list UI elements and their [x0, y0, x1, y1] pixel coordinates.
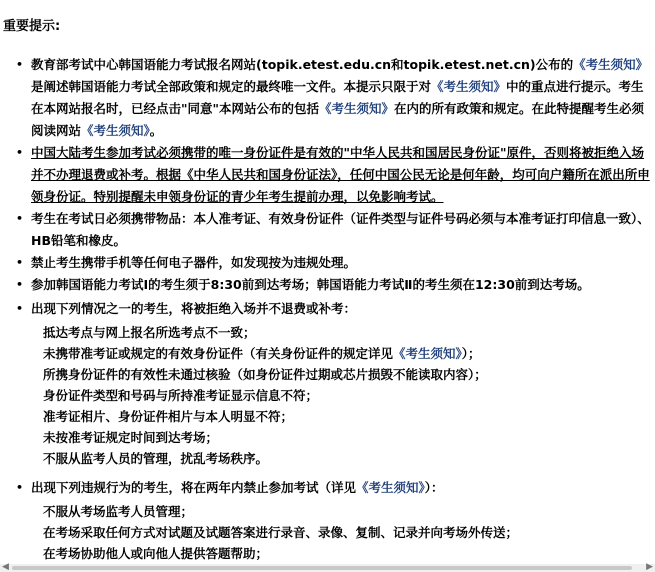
exam-notice-link: 《考生须知》 — [393, 346, 462, 361]
list-item: 准考证相片、身份证件相片与本人明显不符； — [43, 409, 294, 424]
list-item: 不服从监考人员的管理，扰乱考场秩序。 — [43, 451, 269, 466]
scrollbar-thumb[interactable] — [12, 566, 632, 570]
exam-notice-link: 《考生须知》 — [81, 123, 150, 138]
notice-item-1: • 教育部考试中心韩国语能力考试报名网站(topik.etest.edu.cn和topik.etest.net.cn)公布的《考生须知》是阐述韩国语能力考试全部政策和规定的最终唯一文件。本提示只限于对《考生须知》中的重点进行提示。考生在本网站报名时，已经点击"同意"本网站公布的包括《考生须知》在内的所有政策和规定。在此特提醒考生必须阅读网站《考生须知》。 — [14, 54, 651, 142]
page-heading: 重要提示: — [3, 19, 61, 34]
ban-intro: 出现下列违规行为的考生，将在两年内禁止参加考试（详见《考生须知》）： — [31, 480, 444, 495]
refused-entry-intro: 出现下列情况之一的考生，将被拒绝入场并不退费或补考： — [31, 301, 357, 316]
exam-notice-link: 《考生须知》 — [319, 101, 395, 116]
notice-list — [14, 54, 651, 564]
scroll-left-icon[interactable]: ◀ — [2, 562, 9, 572]
notice-item-id-card: • 中国大陆考生参加考试必须携带的唯一身份证件是有效的"中华人民共和国居民身份证"原件，否则将被拒绝入场并不办理退费或补考。根据《中华人民共和国身份证法》，任何中国公民无论是何年龄，均可向户籍所在派出所申领身份证。特别提醒未申领身份证的青少年考生提前办理，以免影响考试。 — [14, 142, 651, 208]
horizontal-scrollbar[interactable] — [0, 564, 655, 572]
notice-item-arrival-time: • 参加韩国语能力考试Ⅰ的考生须于8:30前到达考场；韩国语能力考试Ⅱ的考生须在12:30前到达考场。 — [14, 274, 651, 296]
exam-notice-link: 《考生须知》 — [573, 57, 649, 72]
refused-entry-list — [31, 320, 651, 469]
notice-item-no-electronics: • 禁止考生携带手机等任何电子器件，如发现按为违规处理。 — [14, 252, 651, 274]
notice-item-ban — [14, 477, 651, 564]
list-item: 在考场协助他人或向他人提供答题帮助； — [43, 546, 269, 561]
list-item: 未按准考证规定时间到达考场； — [43, 430, 219, 445]
list-item: 抵达考点与网上报名所选考点不一致； — [43, 325, 256, 340]
list-item: 未携带准考证或规定的有效身份证件（有关身份证件的规定详见《考生须知》）； — [43, 346, 481, 361]
list-item: 在考场采取任何方式对试题及试题答案进行录音、录像、复制、记录并向考场外传送； — [43, 525, 519, 540]
ban-list — [31, 499, 651, 564]
notice-item-refused-entry — [14, 298, 651, 469]
notice-item-required-items: • 考生在考试日必须携带物品：本人准考证、有效身份证件（证件类型与证件号码必须与本准考证打印信息一致）、HB铅笔和橡皮。 — [14, 208, 651, 252]
exam-notice-link: 《考生须知》 — [356, 480, 425, 495]
exam-notice-link: 《考生须知》 — [431, 79, 507, 94]
list-item: 所携身份证件的有效性未通过核验（如身份证件过期或芯片损毁不能读取内容）； — [43, 367, 487, 382]
list-item: 不服从考场监考人员管理； — [43, 504, 194, 519]
scroll-right-icon[interactable]: ▶ — [646, 562, 653, 572]
list-item: 身份证件类型和号码与所持准考证显示信息不符； — [43, 388, 319, 403]
